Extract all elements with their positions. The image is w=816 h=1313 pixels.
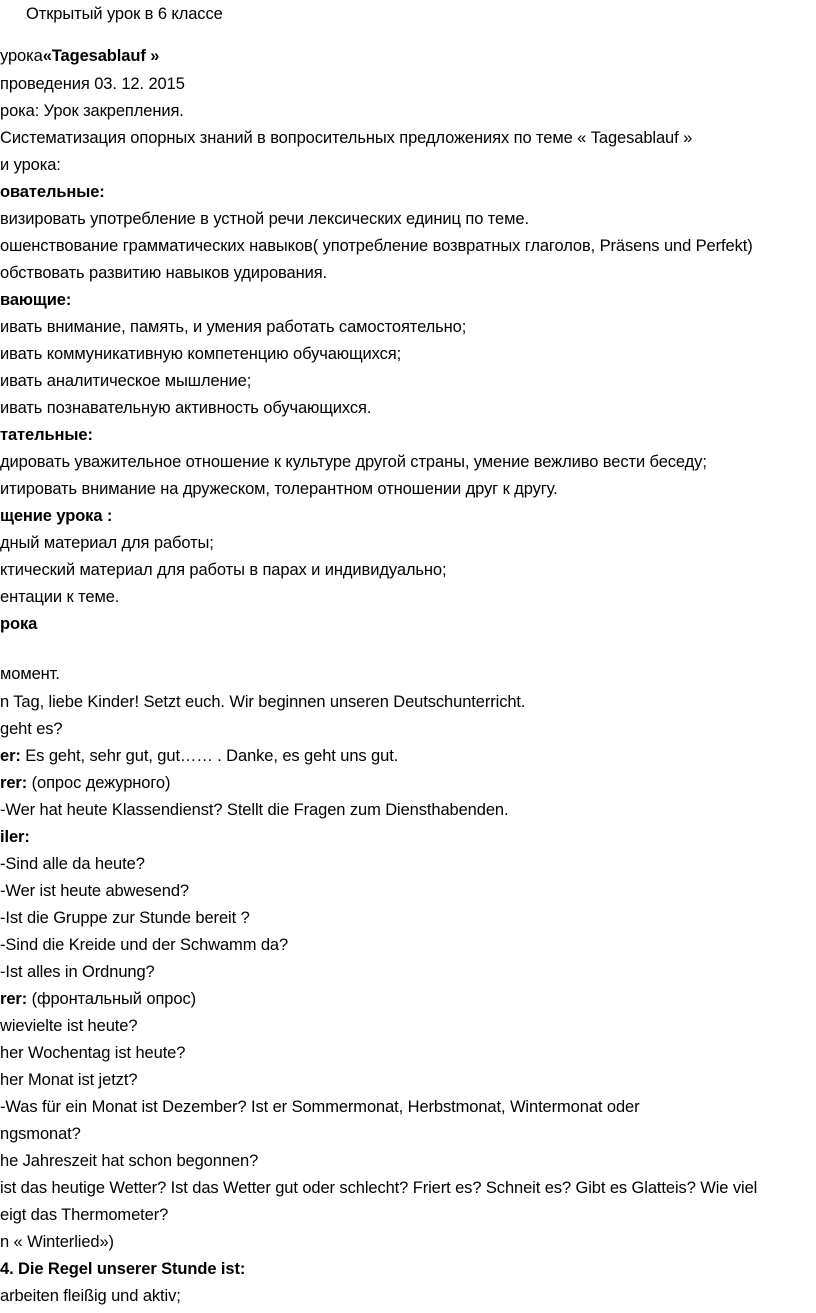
document-line: ивать аналитическое мышление;: [0, 372, 252, 390]
document-line: -Was für ein Monat ist Dezember? Ist er Sommermonat, Herbstmonat, Wintermonat oder: [0, 1098, 640, 1116]
document-line: n Tag, liebe Kinder! Setzt euch. Wir beginnen unseren Deutschunterricht.: [0, 693, 526, 711]
document-line: rer: (фронтальный опрос): [0, 990, 196, 1008]
document-line: дировать уважительное отношение к культуре другой страны, умение вежливо вести беседу;: [0, 453, 707, 471]
document-line: eigt das Thermometer?: [0, 1206, 169, 1224]
document-line: ивать коммуникативную компетенцию обучающихся;: [0, 345, 402, 363]
document-line: ивать внимание, память, и умения работать самостоятельно;: [0, 318, 467, 336]
document-line: wievielte ist heute?: [0, 1017, 138, 1035]
document-line: проведения 03. 12. 2015: [0, 75, 185, 93]
document-line: -Wer hat heute Klassendienst? Stellt die Fragen zum Diensthabenden.: [0, 801, 509, 819]
document-line: ктический материал для работы в парах и индивидуально;: [0, 561, 447, 579]
document-line: -Sind die Kreide und der Schwamm da?: [0, 936, 289, 954]
document-line: ентации к теме.: [0, 588, 120, 606]
document-line: n « Winterlied»): [0, 1233, 114, 1251]
document-line: и урока:: [0, 156, 61, 174]
document-line: rer: (опрос дежурного): [0, 774, 171, 792]
document-line: ивать познавательную активность обучающихся.: [0, 399, 372, 417]
document-line: итировать внимание на дружеском, толерантном отношении друг к другу.: [0, 480, 558, 498]
section-heading: 4. Die Regel unserer Stunde ist:: [0, 1260, 246, 1278]
document-line: урока«Tagesablauf »: [0, 47, 160, 65]
document-line: her Monat ist jetzt?: [0, 1071, 138, 1089]
document-line: визировать употребление в устной речи лексических единиц по теме.: [0, 210, 529, 228]
section-heading: рока: [0, 615, 38, 633]
section-heading: овательные:: [0, 183, 105, 201]
section-heading: вающие:: [0, 291, 72, 309]
document-line: ngsmonat?: [0, 1125, 81, 1143]
document-line: Открытый урок в 6 классе: [26, 5, 223, 23]
document-line: geht es?: [0, 720, 63, 738]
document-line: -Ist alles in Ordnung?: [0, 963, 155, 981]
document-line: дный материал для работы;: [0, 534, 214, 552]
document-line: he Jahreszeit hat schon begonnen?: [0, 1152, 259, 1170]
document-line: момент.: [0, 665, 60, 683]
section-heading: тательные:: [0, 426, 93, 444]
document-line: -Wer ist heute abwesend?: [0, 882, 189, 900]
document-line: -Ist die Gruppe zur Stunde bereit ?: [0, 909, 250, 927]
document-line: Систематизация опорных знаний в вопросительных предложениях по теме « Tagesablauf »: [0, 129, 693, 147]
document-line: ошенствование грамматических навыков( употребление возвратных глаголов, Präsens und Perfekt): [0, 237, 753, 255]
document-line: обствовать развитию навыков удирования.: [0, 264, 328, 282]
document-line: her Wochentag ist heute?: [0, 1044, 186, 1062]
document-line: iler:: [0, 828, 30, 846]
document-line: er: Es geht, sehr gut, gut…… . Danke, es geht uns gut.: [0, 747, 399, 765]
document-line: -Sind alle da heute?: [0, 855, 145, 873]
document-line: ist das heutige Wetter? Ist das Wetter gut oder schlecht? Friert es? Schneit es? Gibt es Glatteis? Wie viel: [0, 1179, 758, 1197]
document-line: рока: Урок закрепления.: [0, 102, 184, 120]
section-heading: щение урока :: [0, 507, 113, 525]
document-line: arbeiten fleißig und aktiv;: [0, 1287, 181, 1305]
